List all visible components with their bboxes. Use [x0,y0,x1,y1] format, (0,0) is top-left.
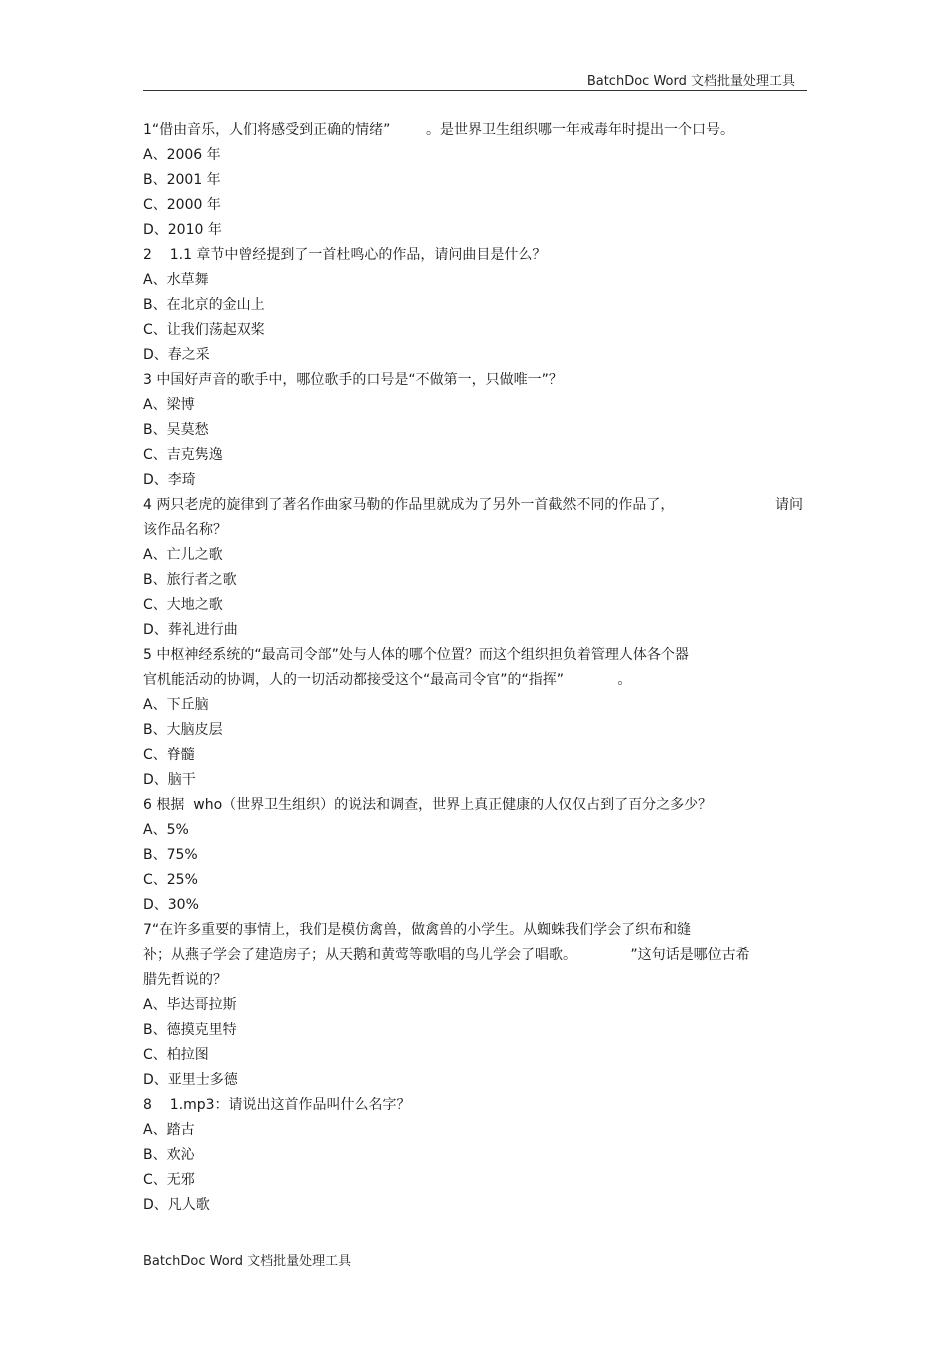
question-4-tail: 请问 [775,497,803,513]
doc-line: C、2000 年 [143,197,221,213]
doc-line: 7“在许多重要的事情上，我们是模仿禽兽，做禽兽的小学生。从蜘蛛我们学会了织布和缝 [143,922,692,938]
doc-line: A、踏古 [143,1122,195,1138]
doc-line: 2 1.1 章节中曾经提到了一首杜鸣心的作品，请问曲目是什么？ [143,247,547,263]
doc-line: D、脑干 [143,772,196,788]
doc-line: 官机能活动的协调，人的一切活动都接受这个“最高司令官”的“指挥” 。 [143,672,632,688]
doc-line: D、2010 年 [143,222,222,238]
doc-line: A、毕达哥拉斯 [143,997,237,1013]
doc-line: B、75% [143,847,198,863]
doc-line: 该作品名称？ [143,522,227,538]
doc-line: 腊先哲说的？ [143,972,227,988]
doc-line: D、李琦 [143,472,196,488]
doc-line: 1“借由音乐，人们将感受到正确的情绪” 。是世界卫生组织哪一年戒毒年时提出一个口号。 [143,122,735,138]
doc-line: C、大地之歌 [143,597,223,613]
doc-line: C、让我们荡起双桨 [143,322,265,338]
doc-line: B、吴莫愁 [143,422,209,438]
doc-line: C、25% [143,872,198,888]
doc-line: A、梁博 [143,397,195,413]
doc-line: B、旅行者之歌 [143,572,237,588]
doc-line: A、亡儿之歌 [143,547,223,563]
doc-line: B、在北京的金山上 [143,297,265,313]
doc-line: D、春之采 [143,347,210,363]
doc-line: 3 中国好声音的歌手中，哪位歌手的口号是“不做第一，只做唯一”？ [143,372,563,388]
doc-line: 6 根据 who（世界卫生组织）的说法和调查，世界上真正健康的人仅仅占到了百分之多少？ [143,797,713,813]
doc-line: 8 1.mp3：请说出这首作品叫什么名字？ [143,1097,411,1113]
doc-line: B、2001 年 [143,172,221,188]
header-divider [143,90,807,91]
doc-line: C、吉克隽逸 [143,447,223,463]
doc-line: 5 中枢神经系统的“最高司令部”处与人体的哪个位置？而这个组织担负着管理人体各个器 [143,647,689,663]
doc-line: D、亚里士多德 [143,1072,238,1088]
page-footer: BatchDoc Word 文档批量处理工具 [143,1254,352,1269]
doc-line: B、大脑皮层 [143,722,223,738]
doc-line: C、脊髓 [143,747,195,763]
doc-line: 4 两只老虎的旋律到了著名作曲家马勒的作品里就成为了另外一首截然不同的作品了， [143,497,675,513]
doc-line: B、欢沁 [143,1147,195,1163]
doc-line: A、5% [143,822,189,838]
doc-line: B、德摸克里特 [143,1022,237,1038]
doc-line: A、2006 年 [143,147,221,163]
doc-line: A、下丘脑 [143,697,209,713]
doc-line: C、柏拉图 [143,1047,209,1063]
doc-line: D、葬礼进行曲 [143,622,238,638]
doc-line: 补；从燕子学会了建造房子；从天鹅和黄莺等歌唱的鸟儿学会了唱歌。 ”这句话是哪位古希 [143,947,750,963]
doc-line: A、水草舞 [143,272,209,288]
doc-line: C、无邪 [143,1172,195,1188]
doc-line: D、30% [143,897,199,913]
page-header: BatchDoc Word 文档批量处理工具 [586,74,795,89]
doc-line: D、凡人歌 [143,1197,210,1213]
